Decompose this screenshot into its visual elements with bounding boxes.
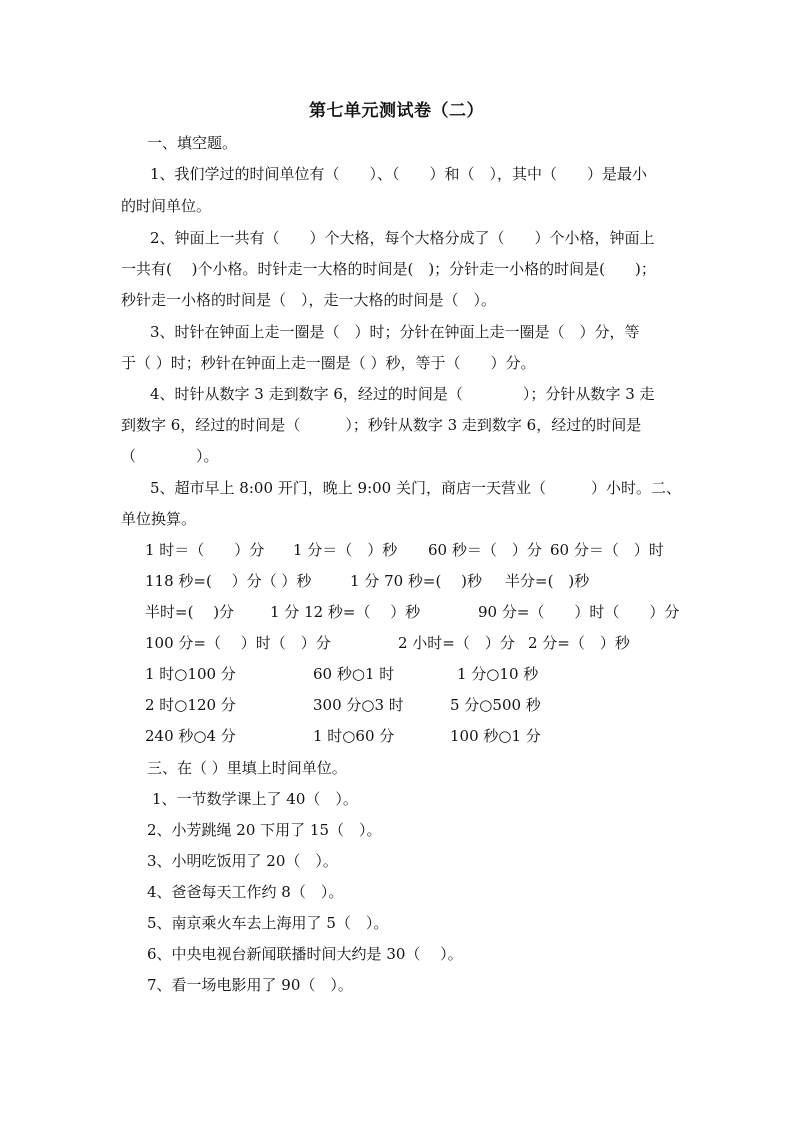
q2-line3: 秒针走一小格的时间是（ ），走一大格的时间是（ ）。 xyxy=(121,291,497,309)
compare-item: 100 秒○1 分 xyxy=(450,727,541,745)
compare-row-2 xyxy=(0,695,793,715)
conversion-item: 1 分 70 秒=( )秒 xyxy=(350,572,482,590)
conversion-item: 半时=( )分 xyxy=(145,603,235,621)
q1-line2: 的时间单位。 xyxy=(121,197,212,215)
s3-item-3: 3、小明吃饭用了 20（ ）。 xyxy=(147,852,338,870)
conversion-item: 1 分＝（ ）秒 xyxy=(293,541,398,559)
q1-line1: 1、我们学过的时间单位有（ ）、（ ）和（ ），其中（ ）是最小 xyxy=(150,165,648,183)
conversion-item: 半分=( )秒 xyxy=(505,572,590,590)
conversion-item: 118 秒=( ）分（ ）秒 xyxy=(145,572,312,590)
section3-heading: 三、在（ ）里填上时间单位。 xyxy=(147,759,347,777)
conversion-item: 1 时＝（ ）分 xyxy=(145,541,265,559)
conversion-item: 2 小时=（ ）分 xyxy=(398,634,515,652)
q3-line2: 于（ ）时；秒针在钟面上走一圈是（ ）秒，等于（ ）分。 xyxy=(121,354,536,372)
compare-item: 300 分○3 时 xyxy=(313,696,404,714)
s3-item-1: 1、一节数学课上了 40（ ）。 xyxy=(152,790,358,808)
compare-item: 240 秒○4 分 xyxy=(145,727,236,745)
s3-item-6: 6、中央电视台新闻联播时间大约是 30（ ）。 xyxy=(147,945,463,963)
q3-line1: 3、时针在钟面上走一圈是（ ）时；分针在钟面上走一圈是（ ）分，等 xyxy=(150,323,640,341)
q2-line2: 一共有( )个小格。时针走一大格的时间是( )；分针走一小格的时间是( )； xyxy=(121,260,656,278)
conversion-row-2 xyxy=(0,571,793,591)
compare-item: 5 分○500 秒 xyxy=(450,696,541,714)
q4-line1: 4、时针从数字 3 走到数字 6，经过的时间是（ ）；分针从数字 3 走 xyxy=(150,385,655,403)
compare-row-1 xyxy=(0,664,793,684)
s3-item-4: 4、爸爸每天工作约 8（ ）。 xyxy=(147,883,344,901)
conversion-item: 100 分=（ ）时（ ）分 xyxy=(145,634,331,652)
conversion-item: 90 分=（ ）时（ ）分 xyxy=(478,603,680,621)
conversion-item: 60 分＝（ ）时 xyxy=(550,541,664,559)
compare-item: 1 时○100 分 xyxy=(145,665,236,683)
conversion-item: 1 分 12 秒=（ ）秒 xyxy=(270,603,421,621)
conversion-row-3 xyxy=(0,602,793,622)
conversion-item: 60 秒＝（ ）分 xyxy=(428,541,542,559)
compare-row-3 xyxy=(0,726,793,746)
s3-item-5: 5、南京乘火车去上海用了 5（ ）。 xyxy=(147,914,389,932)
compare-item: 1 时○60 分 xyxy=(313,727,395,745)
q5-line2: 单位换算。 xyxy=(121,510,197,528)
conversion-row-1 xyxy=(0,540,793,560)
conversion-row-4 xyxy=(0,633,793,653)
compare-item: 2 时○120 分 xyxy=(145,696,236,714)
compare-item: 1 分○10 秒 xyxy=(457,665,539,683)
page-title: 第七单元测试卷（二） xyxy=(309,101,484,121)
q4-line2: 到数字 6，经过的时间是（ ）；秒针从数字 3 走到数字 6，经过的时间是 xyxy=(121,416,642,434)
section1-heading: 一、填空题。 xyxy=(147,134,238,152)
s3-item-2: 2、小芳跳绳 20 下用了 15（ ）。 xyxy=(147,821,382,839)
q4-line3: （ ）。 xyxy=(121,447,219,465)
q5-line1: 5、超市早上 8:00 开门，晚上 9:00 关门，商店一天营业（ ）小时。二、 xyxy=(150,479,681,497)
q2-line1: 2、钟面上一共有（ ）个大格，每个大格分成了（ ）个小格，钟面上 xyxy=(150,229,655,247)
s3-item-7: 7、看一场电影用了 90（ ）。 xyxy=(147,976,353,994)
compare-item: 60 秒○1 时 xyxy=(313,665,395,683)
conversion-item: 2 分=（ ）秒 xyxy=(528,634,630,652)
